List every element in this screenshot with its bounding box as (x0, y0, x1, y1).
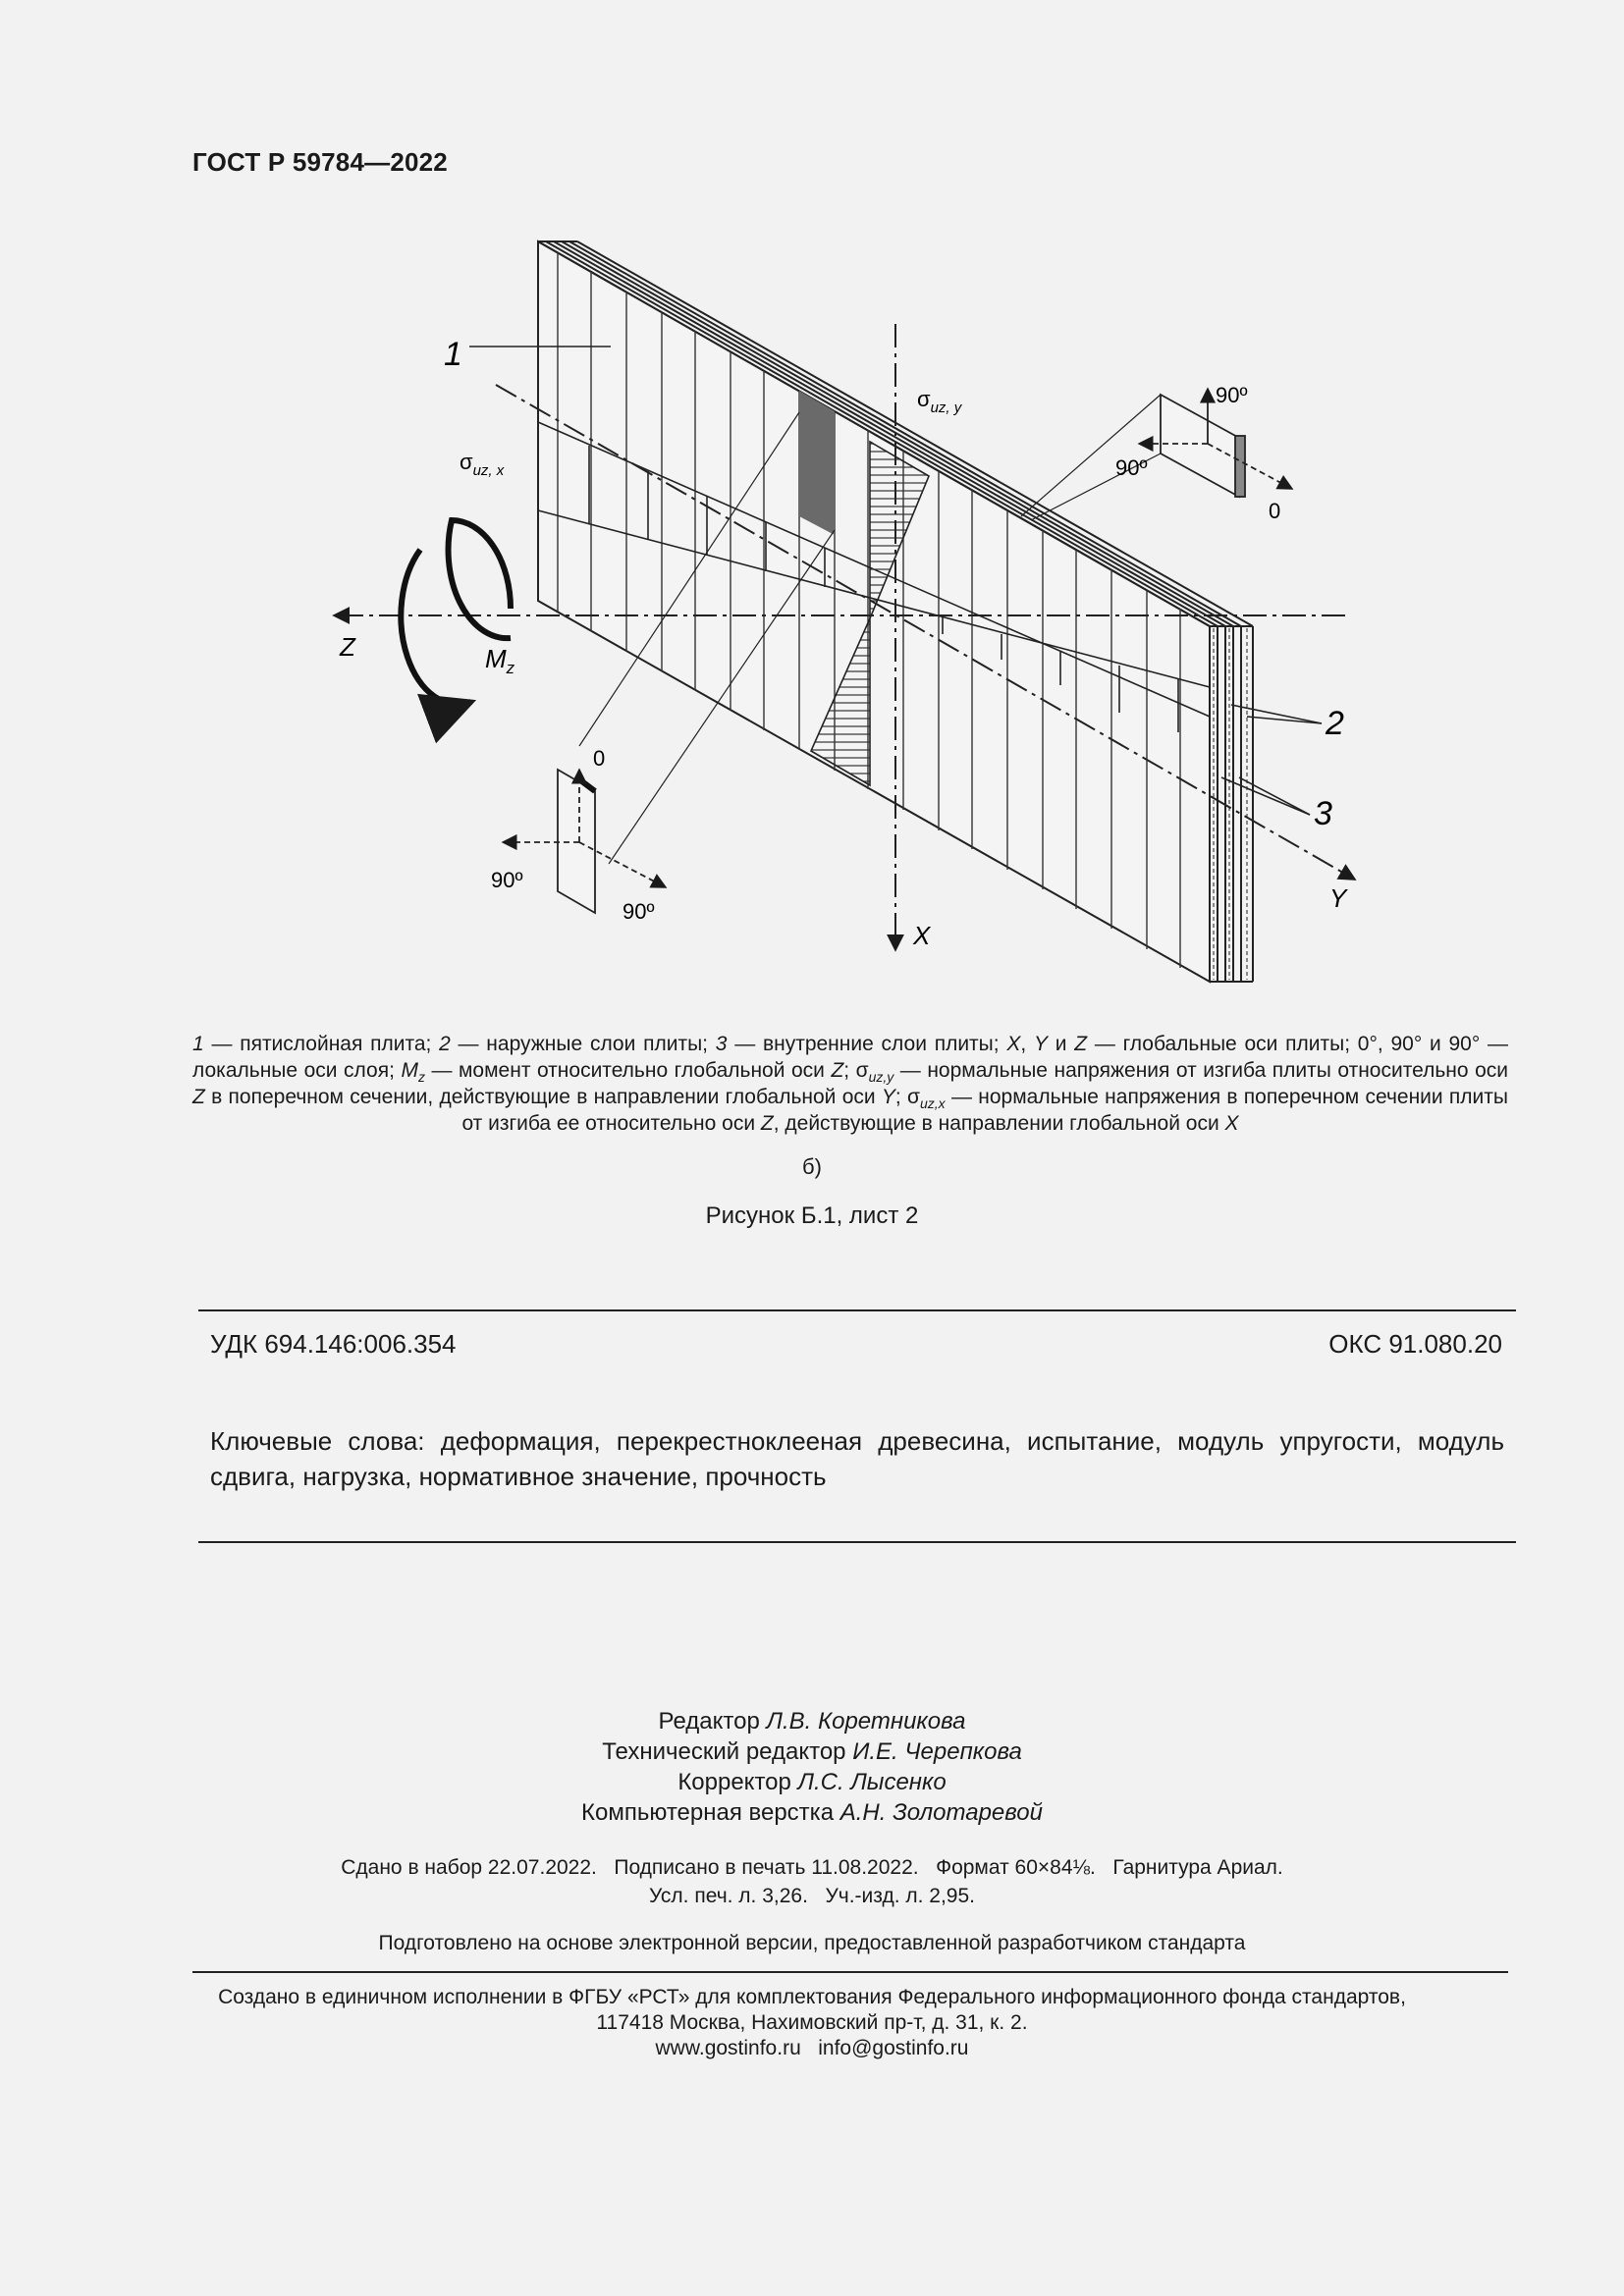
oks-code: ОКС 91.080.20 (1328, 1329, 1502, 1359)
moment-label: $M_z$ (485, 644, 515, 677)
angle-90-top-left: 90º (1115, 455, 1148, 480)
print-info-line2: Усл. печ. л. 3,26. Уч.-изд. л. 2,95. (648, 1885, 975, 1907)
angle-0-top: 0 (1269, 499, 1281, 523)
divider-footer (192, 1971, 1508, 1973)
figure-caption: Рисунок Б.1, лист 2 (705, 1202, 919, 1229)
axis-x-label: X (913, 921, 931, 950)
divider-top (198, 1309, 1516, 1311)
credit-layout: Компьютерная верстка А.Н. Золотаревой (581, 1799, 1043, 1826)
angle-90-top: 90º (1216, 383, 1248, 407)
print-info (0, 1853, 1624, 1910)
angle-90-bottom-right: 90º (623, 899, 655, 924)
credits (0, 1706, 1624, 1828)
credit-corrector: Корректор Л.С. Лысенко (677, 1769, 947, 1795)
subfigure-label: б) (802, 1154, 822, 1179)
created-line3: www.gostinfo.ru info@gostinfo.ru (655, 2037, 969, 2059)
created-line1: Создано в единичном исполнении в ФГБУ «РСТ» для комплектования Федерального информационного фонда стандартов, (218, 1986, 1406, 2008)
label-2: 2 (1326, 705, 1344, 742)
clt-panel-figure (295, 226, 1414, 991)
axis-z-label: Z (340, 632, 355, 662)
created-note (0, 1985, 1624, 2061)
shaded-section (799, 391, 835, 535)
moment-arc-lower (401, 550, 471, 705)
udk-code: УДК 694.146:006.354 (210, 1329, 457, 1359)
credit-tech-editor: Технический редактор И.Е. Черепкова (602, 1738, 1022, 1765)
keywords: Ключевые слова: деформация, перекрестноклееная древесина, испытание, модуль упругости, модуль сдвига, нагрузка, нормативное значение, прочность (210, 1426, 1504, 1491)
label-1: 1 (444, 336, 462, 373)
prepared-note: Подготовлено на основе электронной версии, предоставленной разработчиком стандарта (378, 1932, 1246, 1954)
credit-editor: Редактор Л.В. Коретникова (658, 1708, 966, 1735)
document-number: ГОСТ Р 59784—2022 (192, 147, 448, 177)
figure-legend: 1 — пятислойная плита; 2 — наружные слои плиты; 3 — внутренние слои плиты; X, Y и Z — глобальные оси плиты; 0°, 90° и 90° — локальные оси слоя; $M_z$ — момент относительно глобальной оси Z; $\sigma_{иz,y}$ — нормальные напряжения от изгиба плиты относительно оси Z в поперечном сечении, действующие в направлении глобальной оси Y; $\sigma_{иz,x}$ — нормальные напряжения в поперечном сечении плиты от изгиба ее относительно оси Z, действующие в направлении глобальной оси X (192, 1033, 1508, 1135)
label-3: 3 (1314, 795, 1332, 832)
moment-arc (449, 520, 511, 638)
panel-face (538, 241, 1210, 982)
angle-90-bottom-left: 90º (491, 868, 523, 892)
angle-0-bottom: 0 (593, 746, 606, 771)
panel-right-edge (1210, 626, 1253, 982)
sigma-x-label: $\sigma_{иz, x}$ (460, 450, 505, 479)
axis-y-label: Y (1329, 883, 1347, 913)
divider-bottom (198, 1541, 1516, 1543)
layer-sketch-top (1021, 389, 1292, 520)
print-info-line1: Сдано в набор 22.07.2022. Подписано в печать 11.08.2022. Формат 60×84⅛. Гарнитура Ариал. (341, 1856, 1283, 1879)
sigma-y-label: $\sigma_{иz, y}$ (917, 387, 962, 416)
created-line2: 117418 Москва, Нахимовский пр-т, д. 31, к. 2. (596, 2011, 1028, 2034)
